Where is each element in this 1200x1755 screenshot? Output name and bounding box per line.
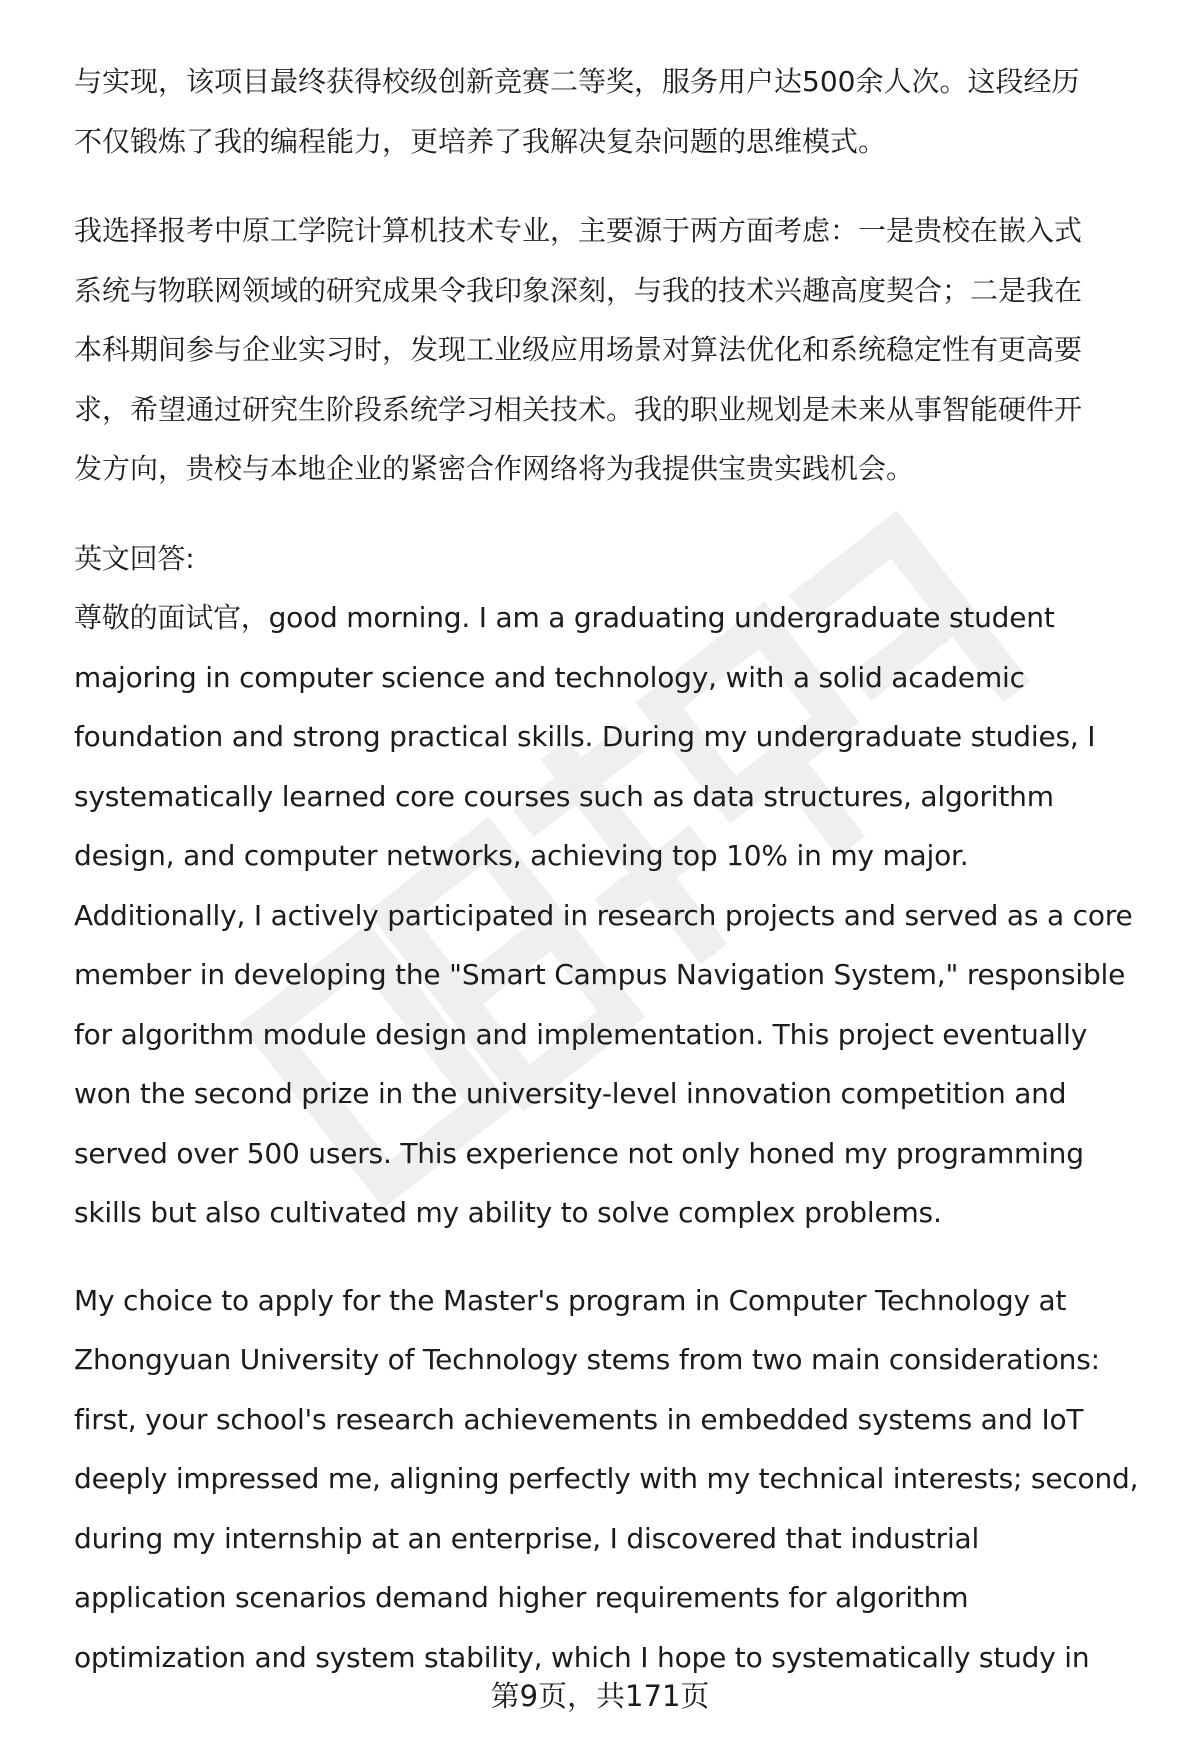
text-line: My choice to apply for the Master's program in Computer Technology at <box>74 1283 1067 1317</box>
document-body <box>74 52 1154 1687</box>
text-line: optimization and system stability, which I hope to systematically study in <box>74 1640 1090 1674</box>
text-line: 不仅锻炼了我的编程能力，更培养了我解决复杂问题的思维模式。 <box>74 124 887 158</box>
text-line: skills but also cultivated my ability to solve complex problems. <box>74 1196 942 1229</box>
text-line: 系统与物联网领域的研究成果令我印象深刻，与我的技术兴趣高度契合；二是我在 <box>74 273 1083 307</box>
text-line: 尊敬的面试官，good morning. I am a graduating undergraduate student <box>74 601 1055 634</box>
text-line: served over 500 users. This experience not only honed my programming <box>74 1136 1084 1170</box>
text-line: foundation and strong practical skills. During my undergraduate studies, I <box>74 720 1096 753</box>
text-line: during my internship at an enterprise, I discovered that industrial <box>74 1521 980 1555</box>
paragraph-gap <box>74 499 1154 529</box>
paragraph-2 <box>74 201 1154 499</box>
text-line: won the second prize in the university-level innovation competition and <box>74 1077 1067 1110</box>
paragraph-3 <box>74 529 1154 1243</box>
paragraph-gap <box>74 1243 1154 1271</box>
text-line: majoring in computer science and technology, with a solid academic <box>74 660 1025 694</box>
paragraph-gap <box>74 171 1154 201</box>
text-line: 我选择报考中原工学院计算机技术专业，主要源于两方面考虑：一是贵校在嵌入式 <box>74 214 1083 247</box>
paragraph-4 <box>74 1271 1154 1688</box>
text-line: Additionally, I actively participated in research projects and served as a core <box>74 898 1133 932</box>
text-line: for algorithm module design and implementation. This project eventually <box>74 1017 1088 1051</box>
text-line: design, and computer networks, achieving top 10% in my major. <box>74 839 969 872</box>
text-line: member in developing the "Smart Campus Navigation System," responsible <box>74 958 1126 991</box>
text-line: systematically learned core courses such as data structures, algorithm <box>74 779 1054 813</box>
text-line: 本科期间参与企业实习时，发现工业级应用场景对算法优化和系统稳定性有更高要 <box>74 333 1083 366</box>
text-line: deeply impressed me, aligning perfectly with my technical interests; second, <box>74 1462 1139 1495</box>
text-line: 求，希望通过研究生阶段系统学习相关技术。我的职业规划是未来从事智能硬件开 <box>74 392 1083 426</box>
text-line: Zhongyuan University of Technology stems from two main considerations: <box>74 1343 1100 1376</box>
section-heading: 英文回答: <box>74 541 195 575</box>
paragraph-1 <box>74 52 1154 171</box>
text-line: 与实现，该项目最终获得校级创新竞赛二等奖，服务用户达500余人次。这段经历 <box>74 65 1080 98</box>
text-line: 发方向，贵校与本地企业的紧密合作网络将为我提供宝贵实践机会。 <box>74 452 915 485</box>
text-line: first, your school's research achievements in embedded systems and IoT <box>74 1402 1084 1436</box>
page-number: 第9页，共171页 <box>490 1679 710 1713</box>
text-line: application scenarios demand higher requirements for algorithm <box>74 1581 969 1614</box>
